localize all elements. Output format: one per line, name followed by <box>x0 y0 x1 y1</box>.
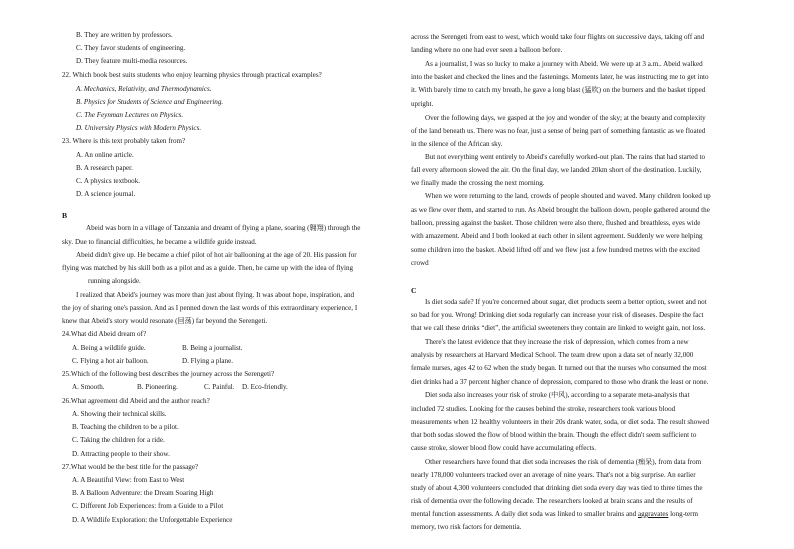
text-line: Abeid didn't give up. He became a chief pilot of hot air ballooning at the age of 20. His passion for <box>76 251 357 259</box>
text-line: included 72 studies. Looking for the causes behind the stroke, researchers took various blood <box>411 405 676 413</box>
text-line: running alongside. <box>88 277 141 285</box>
text-line: female nurses, ages 42 to 62 when the study began. It turned out that the nurses who consumed the most <box>411 364 707 372</box>
text-line: with amazement. Abeid and I both looked at each other in silent agreement. Suddenly we were helping <box>411 232 703 240</box>
text-line: A. An online article. <box>76 151 134 159</box>
text-line: Abeid was born in a village of Tanzania and dreamt of flying a plane, soaring (翱翔) through the <box>86 224 361 232</box>
text-line: C. They favor students of engineering. <box>76 44 186 52</box>
text-line: 25.Which of the following best describes the journey across the Serengeti? <box>62 370 275 378</box>
text-line: As a journalist, I was so lucky to make a journey with Abeid. We were up at 3 a.m.. Abeid walked <box>425 60 703 68</box>
text-line: D. Eco-friendly. <box>242 383 288 391</box>
text-line: D. Flying a plane. <box>182 357 234 365</box>
text-line: When we were returning to the land, crowds of people shouted and waved. Many children looked up <box>425 192 711 200</box>
text-line: But not everything went entirely to Abeid's carefully worked-out plan. The rains that had started to <box>425 153 706 161</box>
text-line: C. The Feynman Lectures on Physics. <box>76 111 184 119</box>
text-line: B. Pioneering. <box>137 383 178 391</box>
text-line: I realized that Abeid's journey was more than just about flying. It was about hope, inspiration, and <box>76 291 355 299</box>
text-line: There's the latest evidence that they increase the risk of depression, which comes from a new <box>425 338 689 346</box>
text-line: D. Attracting people to their show. <box>72 450 170 458</box>
text-line: mental function assessments. A daily diet soda was linked to smaller brains and aggravates long-term <box>411 510 699 518</box>
text-line: some children into the basket. Abeid lifted off and we flew just a few hundred metres with the excited <box>411 246 700 254</box>
text-line: Over the following days, we gasped at the joy and wonder of the sky; at the beauty and complexity <box>425 114 706 122</box>
text-line: nearly 178,000 volunteers tracked over an average of nine years. That's not a big surprise. An earlier <box>411 471 696 479</box>
text-line: analysis by researchers at Harvard Medical School. The team drew upon a data set of nearly 32,000 <box>411 351 694 359</box>
text-line: C. Painful. <box>204 383 235 391</box>
text-line: 24.What did Abeid dream of? <box>62 330 147 338</box>
text-line: fall every afternoon slowed the air. On the final day, we landed 20km short of the destination. Luckily, <box>411 166 702 174</box>
text-line: that we call these drinks “diet”, the artificial sweeteners they contain are linked to weight gain, not loss. <box>411 324 706 332</box>
text-line: Is diet soda safe? If you're concerned about sugar, diet products seem a better option, sweet and not <box>425 298 707 306</box>
text-line: the joy of sharing one's passion. And as I penned down the last words of this extraordinary experience, I <box>62 304 358 312</box>
text-line: we finally made the crossing the next morning. <box>411 179 545 187</box>
text-line: D. They feature multi-media resources. <box>76 57 188 65</box>
section-heading: C <box>411 286 417 295</box>
text-line: as we flew over them, and started to run. As Abeid brought the balloon down, people gathered around the <box>411 206 710 214</box>
text-line: diet drinks had a 37 percent higher chance of depression, compared to those who drank the least or none. <box>411 378 709 386</box>
text-line: B. Teaching the children to be a pilot. <box>72 423 179 431</box>
text-line: 22. Which book best suits students who enjoy learning physics through practical examples? <box>62 71 322 79</box>
text-line: D. A science journal. <box>76 190 136 198</box>
text-line: cause stroke, slower blood flow could have accumulating effects. <box>411 444 597 452</box>
text-line: into the basket and checked the lines and the fastenings. Moments later, he was instructing me to get into <box>411 73 709 81</box>
text-line: C. Flying a hot air balloon. <box>72 357 149 365</box>
text-line: study of about 4,300 volunteers concluded that drinking diet soda every day was tied to three times the <box>411 484 703 492</box>
text-line: C. A physics textbook. <box>76 177 141 185</box>
text-line: in the silence of the African sky. <box>411 140 503 148</box>
text-line: B. Physics for Students of Science and Engineering. <box>76 98 224 106</box>
text-line: 23. Where is this text probably taken from? <box>62 137 186 145</box>
text-line: A. Being a wildlife guide. <box>72 344 146 352</box>
text-line: upright. <box>411 100 434 108</box>
text-line: D. University Physics with Modern Physics. <box>76 124 202 132</box>
text-line: B. Being a journalist. <box>182 344 243 352</box>
text-line: of the land beneath us. There was no fear, just a sense of being part of something fantastic as we floated <box>411 127 706 135</box>
text-line: it. With barely time to catch my breath, he gave a long blast (猛吹) on the burners and the basket tipped <box>411 86 706 94</box>
text-line: that both sodas slowed the flow of blood within the brain. Though the effect didn't seem sufficient to <box>411 431 697 439</box>
section-heading: B <box>62 211 68 220</box>
text-line: Diet soda also increases your risk of stroke (中风), according to a separate meta-analysis that <box>425 391 690 399</box>
text-line: landing where no one had ever seen a balloon before. <box>411 46 563 54</box>
text-line: flying was matched by his skill both as a pilot and as a guide. Then, he came up with the idea of flying <box>62 264 354 272</box>
text-line: across the Serengeti from east to west, which would take four flights on successive days, taking off and <box>411 33 705 41</box>
text-line: crowd <box>411 259 429 267</box>
text-line: A. Smooth. <box>72 383 105 391</box>
text-line: A. Showing their technical skills. <box>72 410 167 418</box>
text-line: B. They are written by professors. <box>76 31 173 39</box>
text-line: measurements when 12 healthy volunteers in their 20s drank water, soda, or diet soda. The result showed <box>411 418 710 426</box>
text-line: A. Mechanics, Relativity, and Thermodynamics. <box>76 85 212 93</box>
text-line: A. A Beautiful View: from East to West <box>72 476 185 484</box>
text-line: C. Taking the children for a ride. <box>72 436 165 444</box>
text-line: B. A research paper. <box>76 164 133 172</box>
text-line: memory, two risk factors for dementia. <box>411 523 522 531</box>
text-line: C. Different Job Experiences: from a Guide to a Pilot <box>72 502 224 510</box>
text-line: so bad for you. Wrong! Drinking diet soda regularly can increase your risk of diseases. Despite the fact <box>411 311 704 319</box>
text-line: Other researchers have found that diet soda increases the risk of dementia (痴呆), from data from <box>425 458 702 466</box>
text-line: knew that Abeid's story would resonate (回荡) far beyond the Serengeti. <box>62 317 268 325</box>
text-line: 27.What would be the best title for the passage? <box>62 463 199 471</box>
text-line: 26.What agreement did Abeid and the author reach? <box>62 397 210 405</box>
text-line: sky. Due to financial difficulties, he became a wildlife guide instead. <box>62 238 257 246</box>
text-line: balloon, pressing against the basket. Those children were also there, flushed and breathless, eyes wide <box>411 219 701 227</box>
text-line: risk of dementia over the following decade. The researchers looked at brain scans and the results of <box>411 497 693 505</box>
text-line: D. A Wildlife Exploration: the Unforgettable Experience <box>72 516 233 524</box>
text-line: B. A Balloon Adventure: the Dream Soaring High <box>72 489 214 497</box>
